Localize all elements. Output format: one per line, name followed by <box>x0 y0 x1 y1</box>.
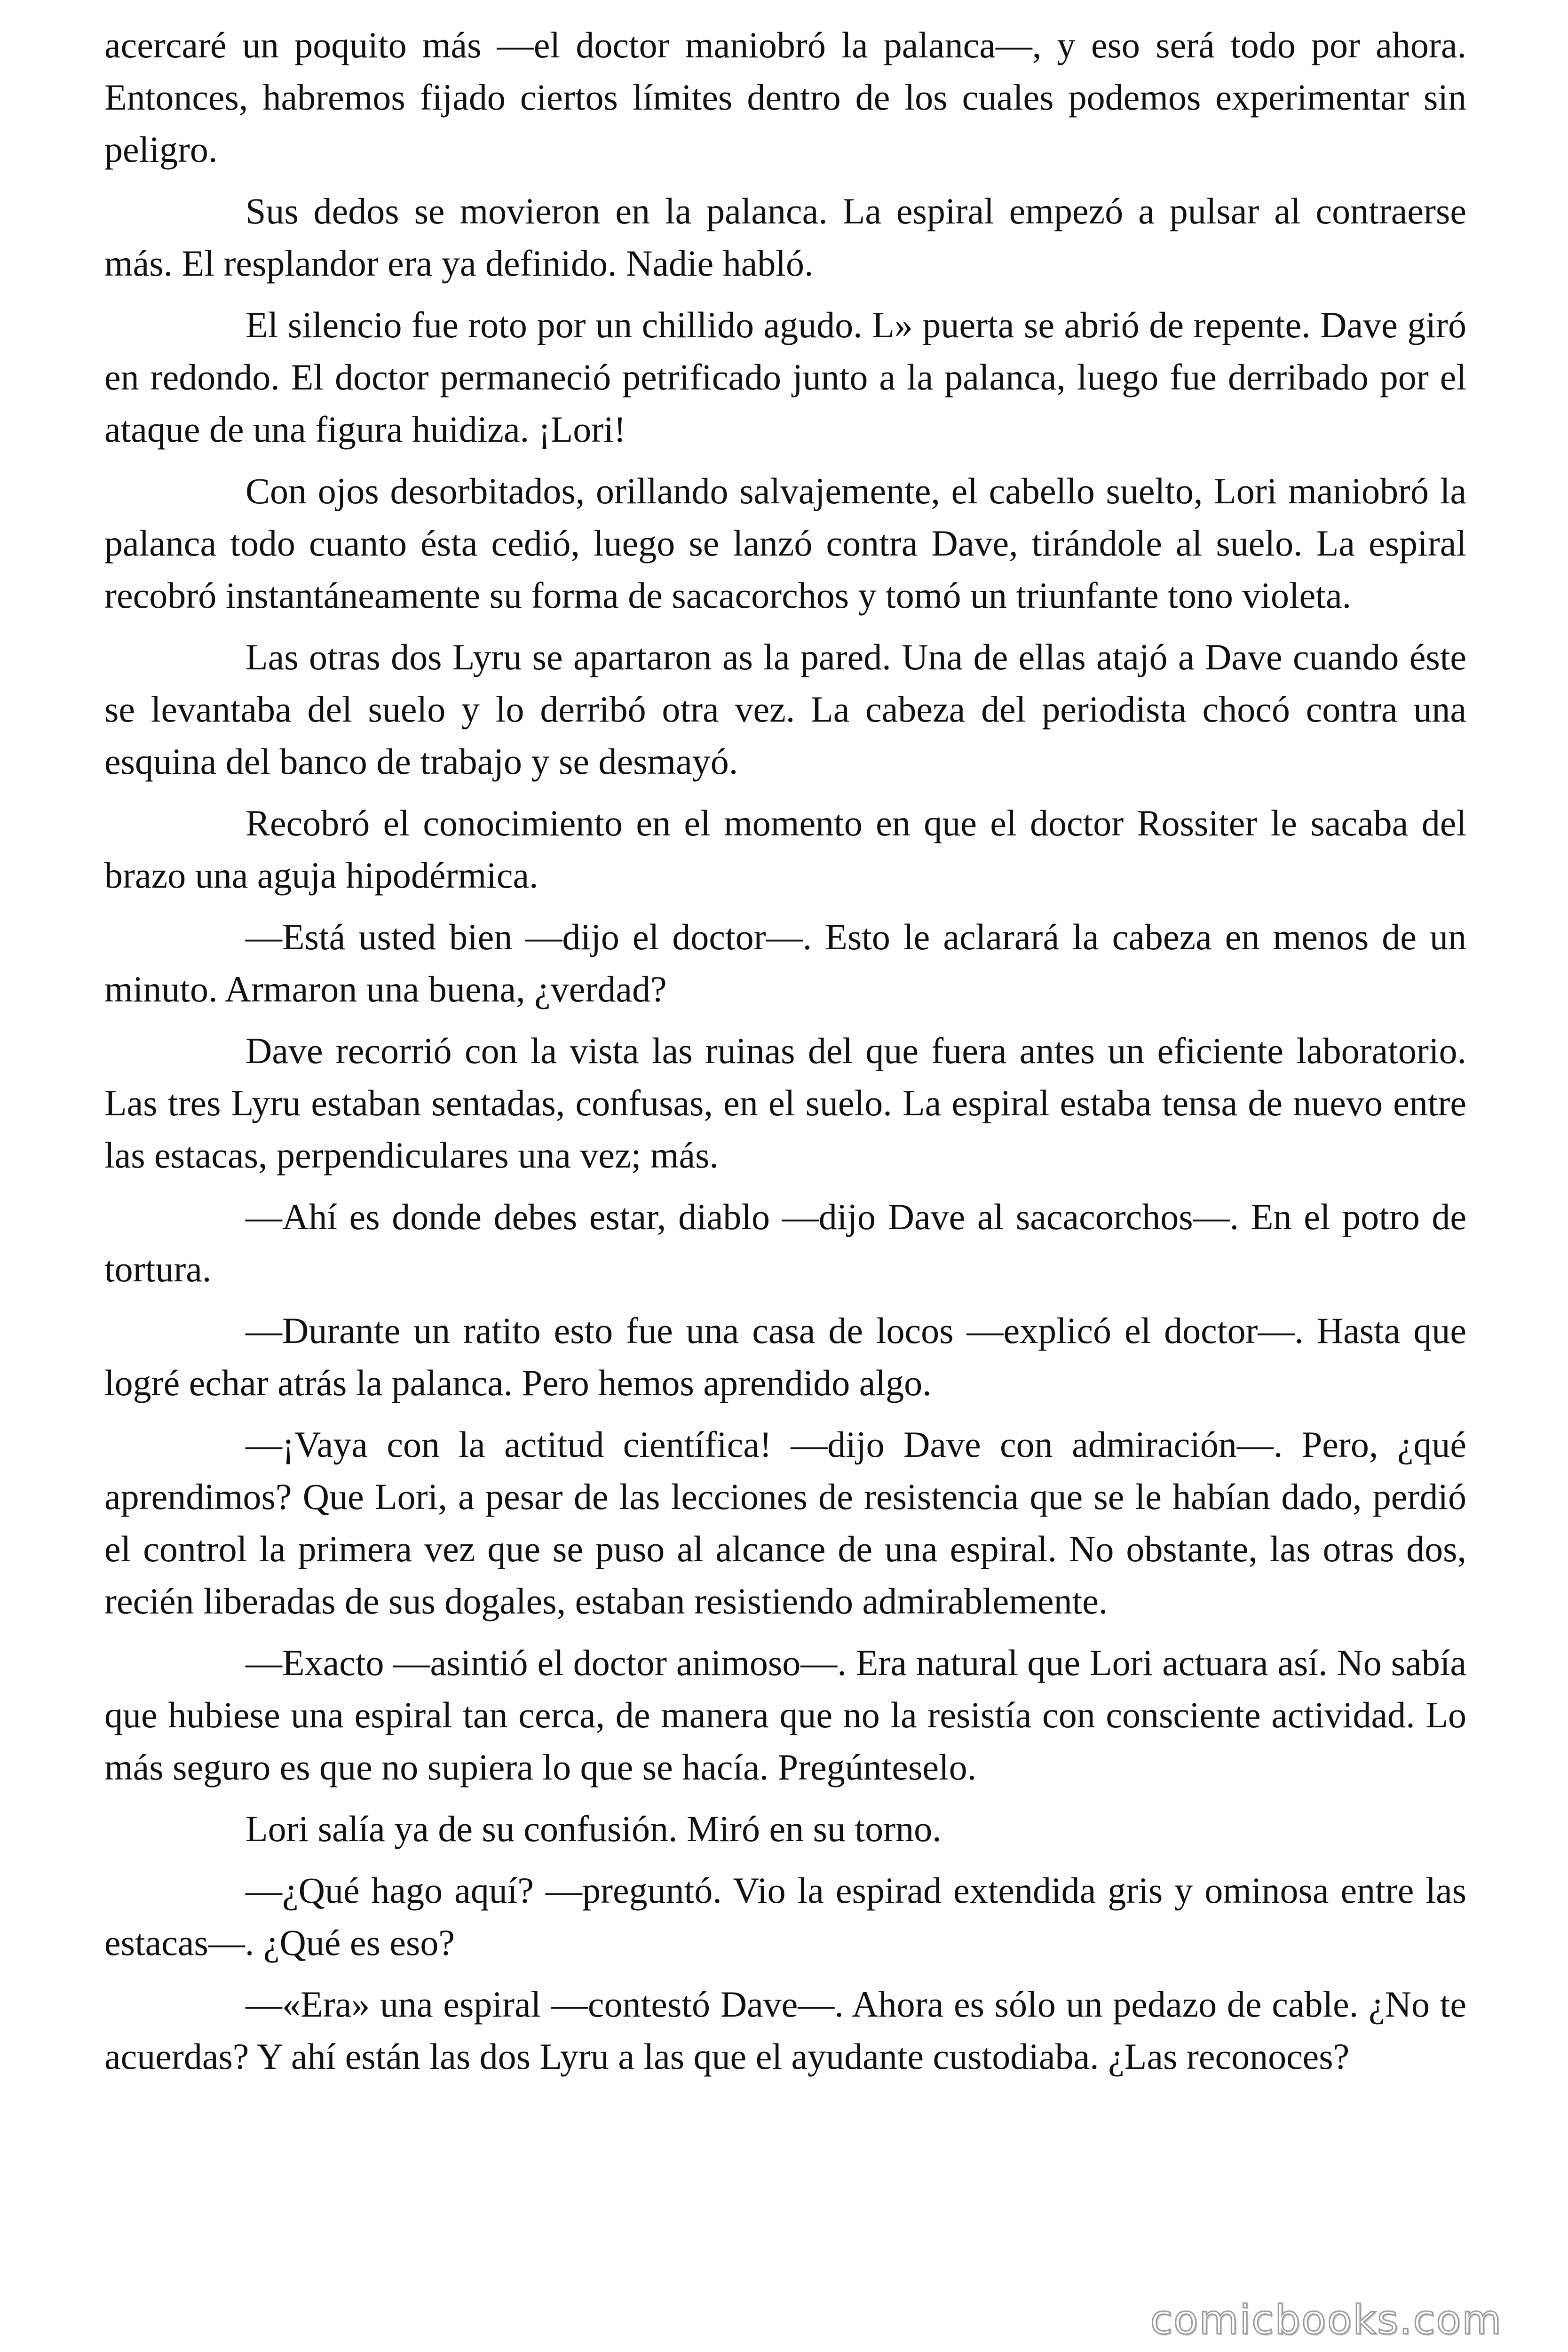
page-text <box>104 19 1466 2092</box>
paragraph: —Está usted bien —dijo el doctor—. Esto le aclarará la cabeza en menos de un minuto. Armaron una buena, ¿verdad? <box>104 916 1466 1009</box>
paragraph: Las otras dos Lyru se apartaron as la pared. Una de ellas atajó a Dave cuando éste se levantaba del suelo y lo derribó otra vez. La cabeza del periodista chocó contra una esquina del banco de trabajo y se desmayó. <box>104 636 1466 782</box>
paragraph-continuation: acercaré un poquito más —el doctor maniobró la palanca—, y eso será todo por ahora. Entonces, habremos fijado ciertos límites dentro de los cuales podemos experimentar sin peligro. <box>104 24 1466 170</box>
paragraph: —¿Qué hago aquí? —preguntó. Vio la espirad extendida gris y ominosa entre las estacas—. ¿Qué es eso? <box>104 1870 1466 1963</box>
watermark: comicbooks.com <box>1150 2296 1502 2344</box>
paragraph: Recobró el conocimiento en el momento en que el doctor Rossiter le sacaba del brazo una aguja hipodérmica. <box>104 803 1466 896</box>
paragraph: Sus dedos se movieron en la palanca. La espiral empezó a pulsar al contraerse más. El resplandor era ya definido. Nadie habló. <box>104 191 1466 284</box>
paragraph: Con ojos desorbitados, orillando salvajemente, el cabello suelto, Lori maniobró la palanca todo cuanto ésta cedió, luego se lanzó contra Dave, tirándole al suelo. La espiral recobró instantáneamente su forma de sacacorchos y tomó un triunfante tono violeta. <box>104 470 1466 616</box>
paragraph: Dave recorrió con la vista las ruinas del que fuera antes un eficiente laboratorio. Las tres Lyru estaban sentadas, confusas, en el suelo. La espiral estaba tensa de nuevo entre las estacas, perpendiculares una vez; más. <box>104 1030 1466 1176</box>
paragraph: —Exacto —asintió el doctor animoso—. Era natural que Lori actuara así. No sabía que hubiese una espiral tan cerca, de manera que no la resistía con consciente actividad. Lo más seguro es que no supiera lo que se hacía. Pregúnteselo. <box>104 1642 1466 1788</box>
paragraph: Lori salía ya de su confusión. Miró en su torno. <box>245 1808 942 1849</box>
paragraph: El silencio fue roto por un chillido agudo. L» puerta se abrió de repente. Dave giró en redondo. El doctor permaneció petrificado junto a la palanca, luego fue derribado por el ataque de una figura huidiza. ¡Lori! <box>104 304 1466 450</box>
paragraph: —Ahí es donde debes estar, diablo —dijo Dave al sacacorchos—. En el potro de tortura. <box>104 1196 1466 1289</box>
paragraph: —«Era» una espiral —contestó Dave—. Ahora es sólo un pedazo de cable. ¿No te acuerdas? Y ahí están las dos Lyru a las que el ayudante custodiaba. ¿Las reconoces? <box>104 1984 1466 2077</box>
paragraph: —Durante un ratito esto fue una casa de locos —explicó el doctor—. Hasta que logré echar atrás la palanca. Pero hemos aprendido algo. <box>104 1310 1466 1403</box>
paragraph: —¡Vaya con la actitud científica! —dijo Dave con admiración—. Pero, ¿qué aprendimos? Que Lori, a pesar de las lecciones de resistencia que se le habían dado, perdió el control la primera vez que se puso al alcance de una espiral. No obstante, las otras dos, recién liberadas de sus dogales, estaban resistiendo admirablemente. <box>104 1424 1466 1621</box>
